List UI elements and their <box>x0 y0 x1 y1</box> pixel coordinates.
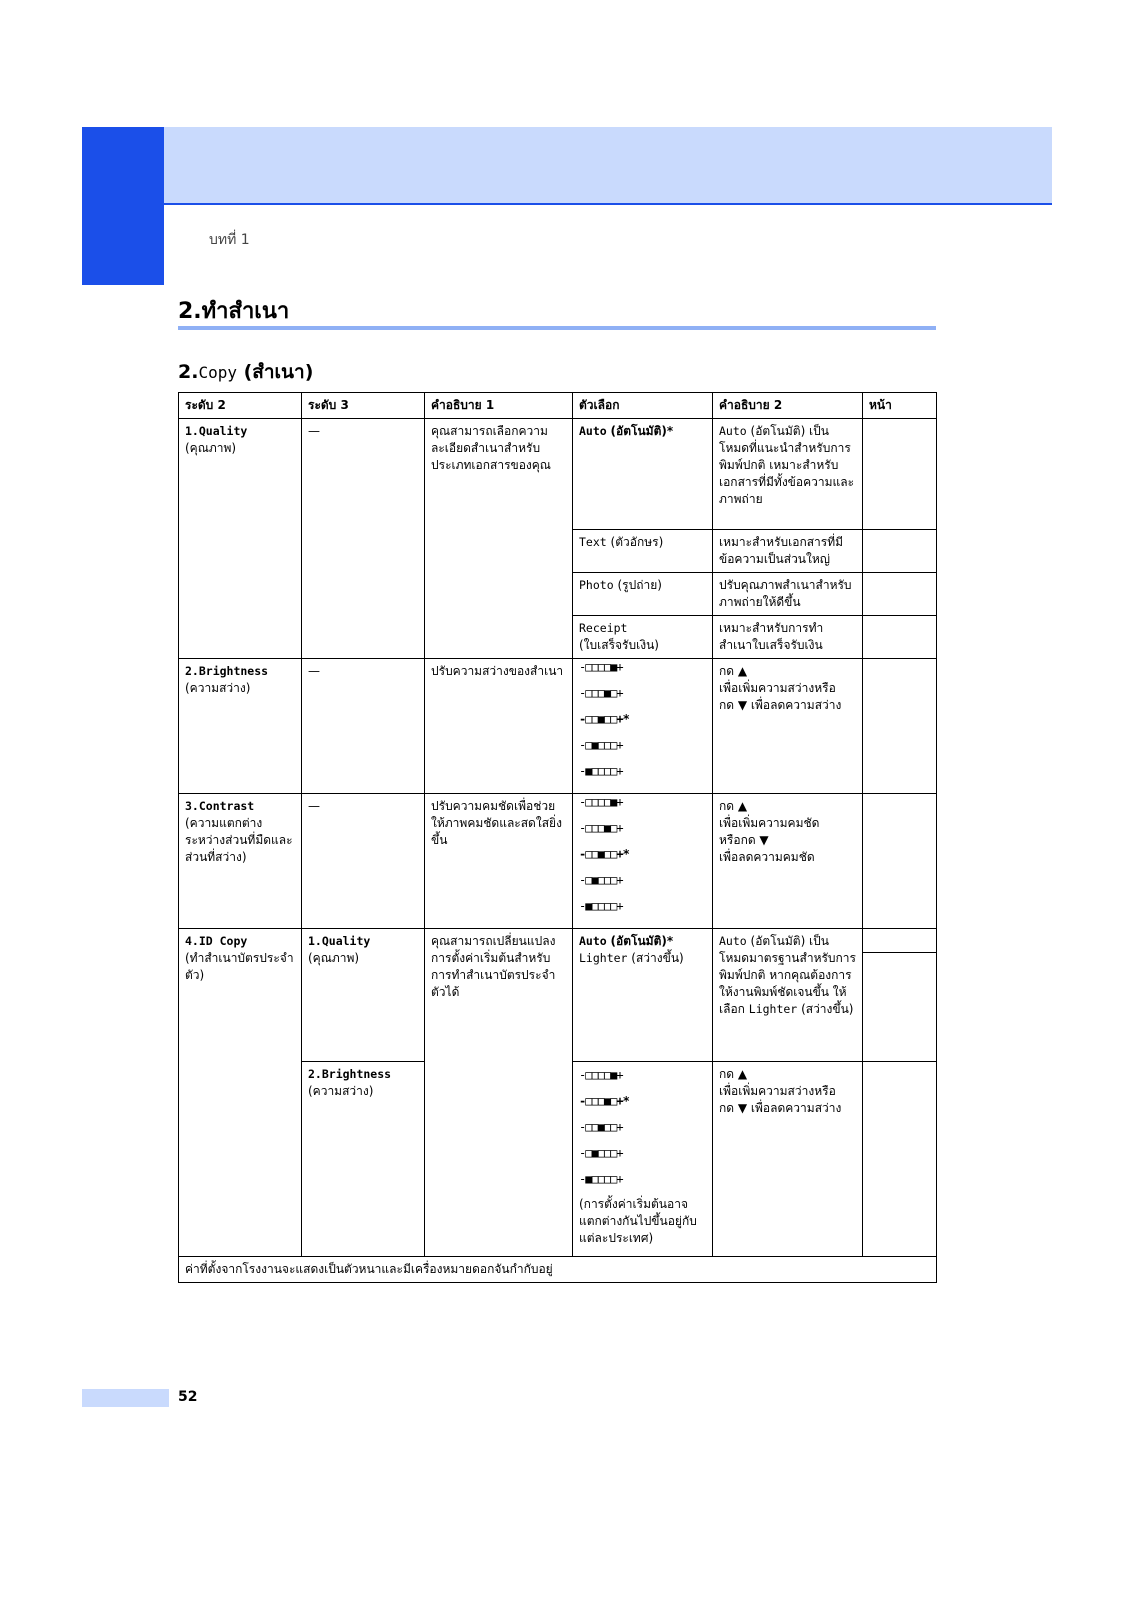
table-row <box>179 419 937 530</box>
quality-desc-photo: ปรับคุณภาพสำเนาสำหรับภาพถ่ายให้ดีขึ้น <box>713 573 863 616</box>
quality-desc-auto <box>713 419 863 530</box>
chapter-label: บทที่ 1 <box>209 232 250 248</box>
option-mono: Auto <box>579 934 607 948</box>
section-rule <box>178 326 936 330</box>
desc-text: (อัตโนมัติ) เป็นโหมดที่แนะนำสำหรับการพิมพ์ปกติ เหมาะสำหรับเอกสารที่มีทั้งข้อความและภาพถ่าย <box>719 424 855 506</box>
column-header: ระดับ 2 <box>179 393 302 419</box>
copy-settings-table <box>178 392 937 1283</box>
column-header: คำอธิบาย 2 <box>713 393 863 419</box>
option-thai: (ใบเสร็จรับเงิน) <box>579 638 659 652</box>
quality-option-text <box>573 530 713 573</box>
gauge-level: -□■□□□+ <box>579 873 623 887</box>
page-ref-cell <box>863 1062 937 1257</box>
desc-line: เพื่อเพิ่มความสว่างหรือ <box>719 1084 836 1098</box>
idcopy-desc1-cell: คุณสามารถเปลี่ยนแปลงการตั้งค่าเริ่มต้นสำหรับการทำสำเนาบัตรประจำตัวได้ <box>425 929 573 1257</box>
column-header: ตัวเลือก <box>573 393 713 419</box>
idcopy-brightness-gauges <box>573 1062 713 1257</box>
gauge-level: -□□□■□+* <box>579 1094 629 1108</box>
contrast-level2-cell <box>179 794 302 929</box>
desc-mono: Auto <box>719 934 747 948</box>
option-thai: (รูปถ่าย) <box>617 578 662 592</box>
option-thai: (อัตโนมัติ)* <box>610 424 674 438</box>
table-row <box>179 929 937 1062</box>
header-rule <box>164 203 1052 205</box>
page-ref-cell <box>863 573 937 616</box>
quality-desc1-cell: คุณสามารถเลือกความละเอียดสำเนาสำหรับประเภทเอกสารของคุณ <box>425 419 573 659</box>
quality-desc-receipt: เหมาะสำหรับการทำสำเนาใบเสร็จรับเงิน <box>713 616 863 659</box>
desc-line: เพื่อเพิ่มความสว่างหรือ <box>719 681 836 695</box>
gauge-level: -□□□□■+ <box>579 1068 623 1082</box>
gauge-level: -□□□■□+ <box>579 821 623 835</box>
desc-line: หรือกด ▼ <box>719 833 769 847</box>
gauge-level: -■□□□□+ <box>579 899 623 913</box>
section-title-text: ทำสำเนา <box>201 299 290 324</box>
brightness-level2-cell <box>179 659 302 794</box>
subsection-title <box>178 357 313 387</box>
column-header: ระดับ 3 <box>302 393 425 419</box>
contrast-desc1-cell: ปรับความคมชัดเพื่อช่วยให้ภาพคมชัดและสดใสยิ่งขึ้น <box>425 794 573 929</box>
page-ref-cell <box>863 419 937 530</box>
table-row <box>179 794 937 929</box>
idcopy-quality-options <box>573 929 713 1062</box>
gauge-level: -□□□□■+ <box>579 660 623 674</box>
quality-option-auto <box>573 419 713 530</box>
desc-line: เพื่อลดความคมชัด <box>719 850 815 864</box>
column-header: หน้า <box>863 393 937 419</box>
subsection-thai: (สำเนา) <box>243 361 314 383</box>
gauge-group <box>579 1062 706 1192</box>
gauge-level: -□■□□□+ <box>579 1146 623 1160</box>
idcopy-quality-level3: 1.Quality <box>308 934 371 948</box>
gauge-level: -□□□□■+ <box>579 795 623 809</box>
gauge-level: -■□□□□+ <box>579 764 623 778</box>
contrast-gauges <box>573 794 713 929</box>
desc-line: กด ▼ เพื่อลดความสว่าง <box>719 698 842 712</box>
gauge-level: -□□■□□+* <box>579 847 629 861</box>
idcopy-level2: 4.ID Copy <box>185 934 248 948</box>
option-mono: Receipt <box>579 621 628 635</box>
brightness-gauges <box>573 659 713 794</box>
default-note: (การตั้งค่าเริ่มต้นอาจแตกต่างกันไปขึ้นอยู่กับแต่ละประเทศ) <box>579 1197 697 1245</box>
page-number: 52 <box>178 1389 198 1405</box>
gauge-level: -□□■□□+* <box>579 712 629 726</box>
table-header-row <box>179 393 937 419</box>
quality-level2-cell <box>179 419 302 659</box>
idcopy-level2-thai: (ทำสำเนาบัตรประจำตัว) <box>185 951 294 982</box>
quality-option-receipt <box>573 616 713 659</box>
idcopy-brightness-desc2 <box>713 1062 863 1257</box>
quality-level2: 1.Quality <box>185 424 248 438</box>
table-row <box>179 659 937 794</box>
page-ref-cell <box>863 929 937 1062</box>
desc-text: (อัตโนมัติ) เป็นโหมดมาตรฐานสำหรับการพิมพ์ปกติ หากคุณต้องการให้งานพิมพ์ชัดเจนขึ้น ให้เลือก <box>719 934 856 1016</box>
idcopy-level2-cell <box>179 929 302 1257</box>
desc-line: กด ▲ <box>719 664 748 678</box>
quality-level2-thai: (คุณภาพ) <box>185 441 237 455</box>
brightness-desc1-cell: ปรับความสว่างของสำเนา <box>425 659 573 794</box>
idcopy-brightness-level3-thai: (ความสว่าง) <box>308 1084 374 1098</box>
option-mono: Photo <box>579 578 614 592</box>
brightness-level2-thai: (ความสว่าง) <box>185 681 251 695</box>
desc-line: กด ▲ <box>719 1067 748 1081</box>
option-thai: (ตัวอักษร) <box>610 535 664 549</box>
gauge-level: -□□□■□+ <box>579 686 623 700</box>
page-ref-cell <box>863 794 937 929</box>
gauge-level: -□□■□□+ <box>579 1120 623 1134</box>
subsection-number: 2. <box>178 361 199 383</box>
column-header: คำอธิบาย 1 <box>425 393 573 419</box>
quality-option-photo <box>573 573 713 616</box>
option-thai: (อัตโนมัติ)* <box>610 934 674 948</box>
desc-text: (สว่างขึ้น) <box>801 1002 854 1016</box>
header-band <box>164 127 1052 203</box>
idcopy-brightness-level3-cell <box>302 1062 425 1257</box>
desc-line: กด ▼ เพื่อลดความสว่าง <box>719 1101 842 1115</box>
page-ref-cell <box>863 530 937 573</box>
idcopy-quality-level3-thai: (คุณภาพ) <box>308 951 360 965</box>
section-number: 2. <box>178 299 202 324</box>
contrast-level3-cell: — <box>302 794 425 929</box>
page-ref-cell <box>863 616 937 659</box>
desc-mono: Lighter <box>748 1002 798 1016</box>
footnote: ค่าที่ตั้งจากโรงงานจะแสดงเป็นตัวหนาและมีเครื่องหมายดอกจันกำกับอยู่ <box>179 1257 937 1283</box>
desc-mono: Auto <box>719 424 747 438</box>
page-ref-split <box>863 929 936 953</box>
gauge-level: -□■□□□+ <box>579 738 623 752</box>
contrast-level2: 3.Contrast <box>185 799 255 813</box>
desc-line: กด ▲ <box>719 799 748 813</box>
option-mono: Auto <box>579 424 607 438</box>
contrast-level2-thai: (ความแตกต่างระหว่างส่วนที่มืดและส่วนที่สว่าง) <box>185 816 293 864</box>
option-mono: Text <box>579 535 607 549</box>
chapter-tab-block <box>82 127 164 285</box>
idcopy-brightness-level3: 2.Brightness <box>308 1067 392 1081</box>
subsection-mono: Copy <box>198 363 237 382</box>
brightness-level3-cell: — <box>302 659 425 794</box>
brightness-desc2-cell <box>713 659 863 794</box>
section-title <box>178 293 289 328</box>
page-ref-cell <box>863 659 937 794</box>
option-thai: (สว่างขึ้น) <box>631 951 684 965</box>
contrast-desc2-cell <box>713 794 863 929</box>
idcopy-quality-desc2 <box>713 929 863 1062</box>
footnote-row <box>179 1257 937 1283</box>
idcopy-quality-level3-cell <box>302 929 425 1062</box>
option-mono: Lighter <box>579 951 628 965</box>
brightness-level2: 2.Brightness <box>185 664 269 678</box>
desc-line: เพื่อเพิ่มความคมชัด <box>719 816 820 830</box>
quality-level3-cell: — <box>302 419 425 659</box>
gauge-level: -■□□□□+ <box>579 1172 623 1186</box>
quality-desc-text: เหมาะสำหรับเอกสารที่มีข้อความเป็นส่วนใหญ่ <box>713 530 863 573</box>
footer-bar <box>82 1389 169 1407</box>
